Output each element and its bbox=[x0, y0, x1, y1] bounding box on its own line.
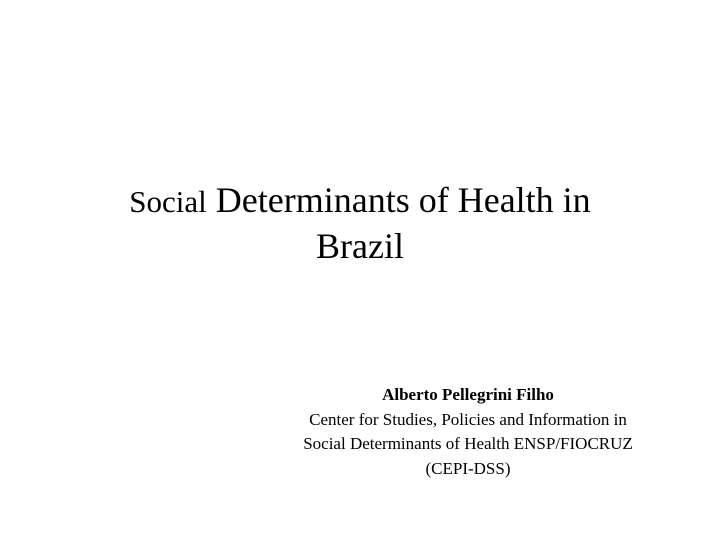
affiliation-line-1: Center for Studies, Policies and Information in bbox=[309, 409, 627, 429]
slide-title bbox=[0, 178, 720, 269]
title-word-social: Social bbox=[129, 184, 207, 219]
author-name: Alberto Pellegrini Filho bbox=[382, 385, 554, 404]
title-line-2: Brazil bbox=[316, 226, 404, 266]
author-block bbox=[280, 383, 656, 481]
title-line-1 bbox=[0, 178, 720, 224]
affiliation-line-2: Social Determinants of Health ENSP/FIOCRUZ bbox=[303, 434, 633, 453]
title-line-1-rest: Determinants of Health in bbox=[206, 180, 591, 220]
affiliation-line-3: (CEPI-DSS) bbox=[425, 458, 511, 478]
